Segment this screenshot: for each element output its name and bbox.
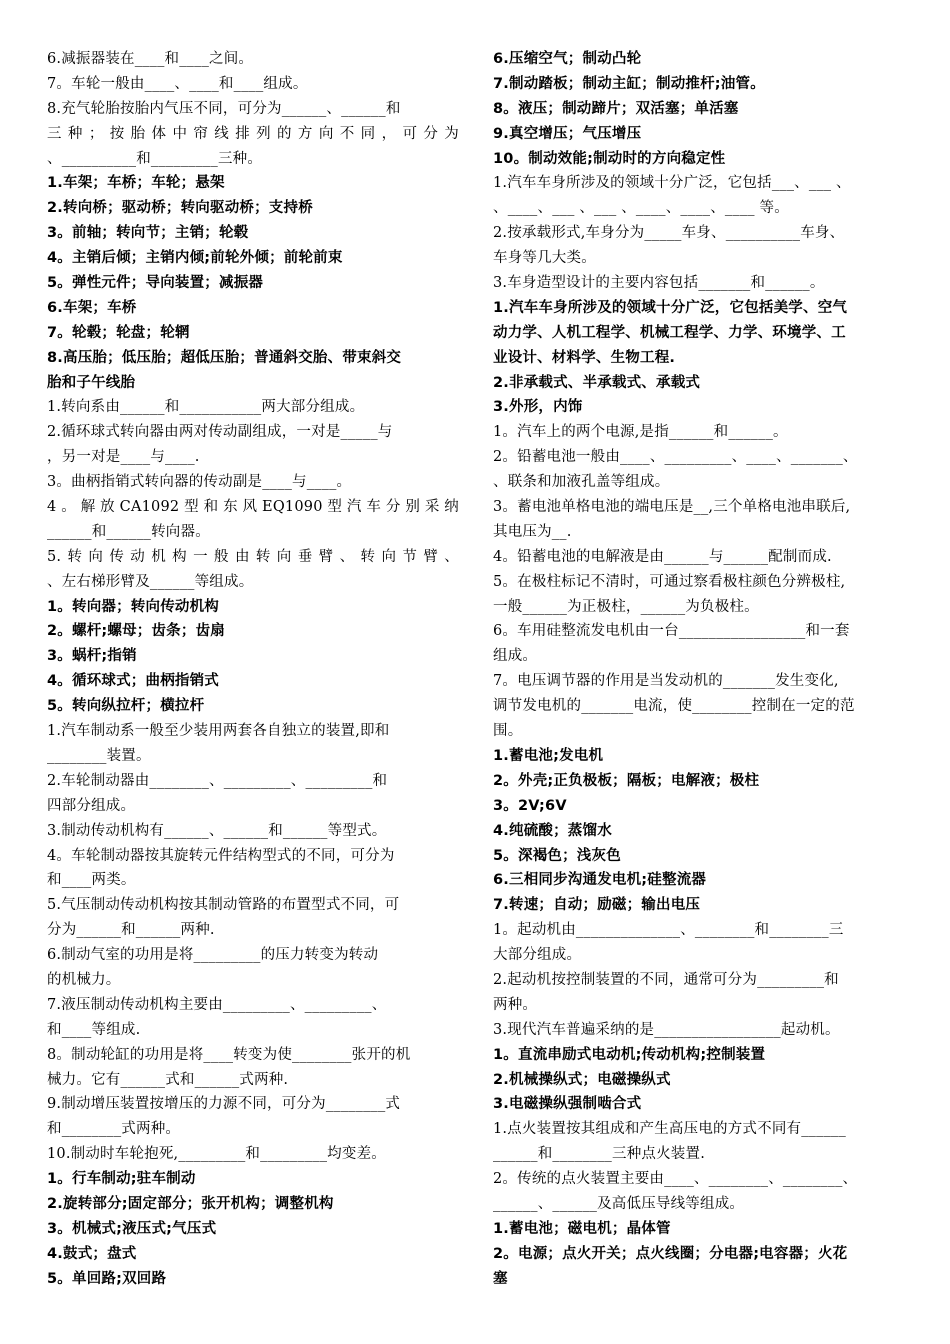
left-question-line: 8。制动轮缸的功用是将____转变为使________张开的机: [47, 1046, 411, 1063]
left-question-line: 9.制动增压装置按增压的力源不同，可分为________式: [47, 1096, 401, 1113]
left-answer-line: 5。弹性元件；导向装置；减振器: [47, 275, 264, 292]
left-question-line: 4。车轮制动器按其旋转元件结构型式的不同，可分为: [47, 847, 395, 864]
right-question-line: 2。铅蓄电池一般由____、_________、____、_______、: [493, 449, 858, 466]
right-answer-line: 6.三相同步沟通发电机;硅整流器: [493, 872, 707, 889]
left-question-line: 和____两类。: [47, 872, 136, 889]
left-question-line: 和________式两种。: [47, 1121, 181, 1138]
right-answer-line: 6.压缩空气；制动凸轮: [493, 51, 642, 67]
right-question-line: 车身等几大类。: [493, 250, 596, 267]
left-question-line: 2.循环球式转向器由两对传动副组成，一对是_____与: [47, 424, 393, 441]
left-answer-line: 2。螺杆;螺母；齿条；齿扇: [47, 623, 225, 640]
left-column: [47, 47, 459, 1292]
right-answer-line: 8。液压；制动蹄片；双活塞；单活塞: [493, 100, 739, 117]
left-answer-line: 4。主销后倾；主销内倾;前轮外倾；前轮前束: [47, 250, 343, 267]
right-question-line: 、____、___ 、___ 、____、____、____ 等。: [493, 200, 789, 217]
left-answer-line: 1.车架；车桥；车轮；悬架: [47, 175, 225, 192]
right-answer-line: 1.蓄电池;发电机: [493, 747, 604, 764]
right-question-line: 1。起动机由______________、________和________三: [493, 922, 844, 939]
left-question-line: 三种；按胎体中帘线排列的方向不同，可分为: [47, 125, 459, 142]
right-answer-line: 10。制动效能;制动时的方向稳定性: [493, 150, 726, 167]
right-column: [493, 47, 913, 1292]
left-answer-line: 2.旋转部分;固定部分；张开机构；调整机构: [47, 1195, 334, 1212]
left-question-line: 四部分组成。: [47, 797, 136, 814]
right-answer-line: 2。外壳;正负极板；隔板；电解液；极柱: [493, 772, 760, 789]
right-answer-line: 3.外形，内饰: [493, 399, 583, 416]
right-question-line: ______和________三种点火装置.: [493, 1146, 706, 1163]
left-answer-line: 4.鼓式；盘式: [47, 1245, 137, 1262]
left-question-line: ______和______转向器。: [47, 523, 210, 540]
left-answer-line: 4。循环球式；曲柄指销式: [47, 673, 219, 690]
right-answer-line: 5。深褐色；浅灰色: [493, 847, 621, 864]
right-answer-line: 1.汽车车身所涉及的领域十分广泛，它包括美学、空气: [493, 299, 848, 316]
left-answer-line: 胎和子午线胎: [47, 374, 136, 391]
left-question-line: ________装置。: [47, 747, 151, 764]
right-question-line: 4。铅蓄电池的电解液是由______与______配制而成.: [493, 548, 832, 565]
right-answer-line: 业设计、材料学、生物工程.: [493, 349, 676, 366]
left-answer-line: 1。行车制动;驻车制动: [47, 1171, 196, 1188]
right-question-line: 5。在极柱标记不清时，可通过察看极柱颜色分辨极柱,: [493, 573, 846, 590]
left-question-line: ，另一对是____与____.: [47, 449, 200, 466]
right-question-line: 大部分组成。: [493, 947, 582, 964]
right-answer-line: 4.纯硫酸；蒸馏水: [493, 822, 612, 839]
right-question-line: 、联条和加液孔盖等组成。: [493, 474, 670, 491]
right-question-line: 两种。: [493, 996, 538, 1013]
right-question-line: 3.现代汽车普遍采纳的是_________________起动机。: [493, 1021, 840, 1038]
right-question-line: 1。汽车上的两个电源,是指______和______。: [493, 424, 788, 441]
right-question-line: 2。传统的点火装置主要由____、________、________、: [493, 1171, 858, 1188]
left-question-line: 3.制动传动机构有______、______和______等型式。: [47, 822, 387, 839]
left-question-line: 10.制动时车轮抱死,_________和_________均变差。: [47, 1146, 386, 1163]
left-question-line: 1.转向系由______和___________两大部分组成。: [47, 399, 365, 416]
left-question-line: 2.车轮制动器由________、_________、_________和: [47, 772, 388, 789]
left-question-line: 、左右梯形臂及______等组成。: [47, 573, 254, 590]
right-answer-line: 1。直流串励式电动机;传动机构;控制装置: [493, 1046, 766, 1063]
right-question-line: 3。蓄电池单格电池的端电压是__,三个单格电池串联后,: [493, 499, 851, 516]
right-answer-line: 3。2V;6V: [493, 797, 567, 814]
left-answer-line: 3。前轴；转向节；主销；轮毂: [47, 225, 249, 242]
right-answer-line: 3.电磁操纵强制啮合式: [493, 1096, 642, 1113]
left-question-line: 的机械力。: [47, 971, 121, 988]
right-question-line: 2.起动机按控制装置的不同，通常可分为_________和: [493, 971, 839, 988]
left-answer-line: 7。轮毂；轮盘；轮辋: [47, 324, 190, 341]
left-answer-line: 3。机械式;液压式;气压式: [47, 1220, 217, 1237]
left-question-line: 1.汽车制动系一般至少装用两套各自独立的装置,即和: [47, 723, 390, 740]
right-question-line: 其电压为__.: [493, 523, 572, 540]
left-question-line: 7。车轮一般由____、____和____组成。: [47, 75, 308, 92]
left-answer-line: 6.车架；车桥: [47, 299, 137, 316]
right-question-line: 围。: [493, 723, 523, 740]
left-question-line: 6.减振器装在____和____之间。: [47, 51, 254, 67]
left-answer-line: 5。转向纵拉杆；横拉杆: [47, 698, 205, 715]
left-answer-line: 1。转向器；转向传动机构: [47, 598, 219, 615]
left-question-line: 6.制动气室的功用是将_________的压力转变为转动: [47, 947, 379, 964]
right-question-line: 1.点火装置按其组成和产生高压电的方式不同有______: [493, 1121, 846, 1138]
left-question-line: 和____等组成.: [47, 1021, 141, 1038]
right-question-line: ______、______及高低压导线等组成。: [493, 1195, 745, 1212]
left-question-line: 分为______和______两种.: [47, 922, 215, 939]
right-question-line: 3.车身造型设计的主要内容包括_______和______。: [493, 275, 825, 292]
left-question-line: 5.气压制动传动机构按其制动管路的布置型式不同，可: [47, 897, 400, 914]
right-answer-line: 2.非承载式、半承载式、承载式: [493, 374, 701, 391]
left-question-line: 、__________和_________三种。: [47, 150, 263, 167]
left-question-line: 7.液压制动传动机构主要由_________、_________、: [47, 996, 387, 1013]
right-question-line: 调节发电机的_______电流，使________控制在一定的范: [493, 698, 855, 715]
left-question-line: 8.充气轮胎按胎内气压不同，可分为______、______和: [47, 100, 401, 117]
left-answer-line: 3。蜗杆;指销: [47, 648, 137, 665]
right-question-line: 一般______为正极柱，______为负极柱。: [493, 598, 759, 615]
right-answer-line: 2。电源；点火开关；点火线圈；分电器;电容器；火花: [493, 1245, 848, 1262]
right-answer-line: 2.机械操纵式；电磁操纵式: [493, 1071, 671, 1088]
right-answer-line: 1.蓄电池；磁电机；晶体管: [493, 1220, 671, 1237]
right-question-line: 6。车用硅整流发电机由一台_________________和一套: [493, 623, 850, 640]
right-question-line: 2.按承载形式,车身分为_____车身、__________车身、: [493, 225, 845, 242]
left-question-line: 械力。它有______式和______式两种.: [47, 1071, 289, 1088]
left-answer-line: 8.高压胎；低压胎；超低压胎；普通斜交胎、带束斜交: [47, 349, 402, 366]
right-answer-line: 7.制动踏板；制动主缸；制动推杆;油管。: [493, 75, 765, 92]
right-question-line: 7。电压调节器的作用是当发动机的_______发生变化,: [493, 673, 839, 690]
left-question-line: 4。解放CA1092型和东风EQ1090型汽车分别采纳: [47, 499, 459, 516]
right-question-line: 组成。: [493, 648, 538, 665]
left-answer-line: 5。单回路;双回路: [47, 1270, 167, 1287]
left-answer-line: 2.转向桥；驱动桥；转向驱动桥；支持桥: [47, 200, 313, 217]
right-answer-line: 7.转速；自动；励磁；输出电压: [493, 897, 701, 914]
right-answer-line: 9.真空增压；气压增压: [493, 125, 642, 142]
left-question-line: 5.转向传动机构一般由转向垂臂、转向节臂、: [47, 548, 459, 565]
left-question-line: 3。曲柄指销式转向器的传动副是____与____。: [47, 474, 352, 491]
right-answer-line: 动力学、人机工程学、机械工程学、力学、环境学、工: [493, 324, 846, 341]
right-answer-line: 塞: [493, 1270, 508, 1287]
right-question-line: 1.汽车车身所涉及的领域十分广泛，它包括___、___ 、: [493, 175, 851, 192]
